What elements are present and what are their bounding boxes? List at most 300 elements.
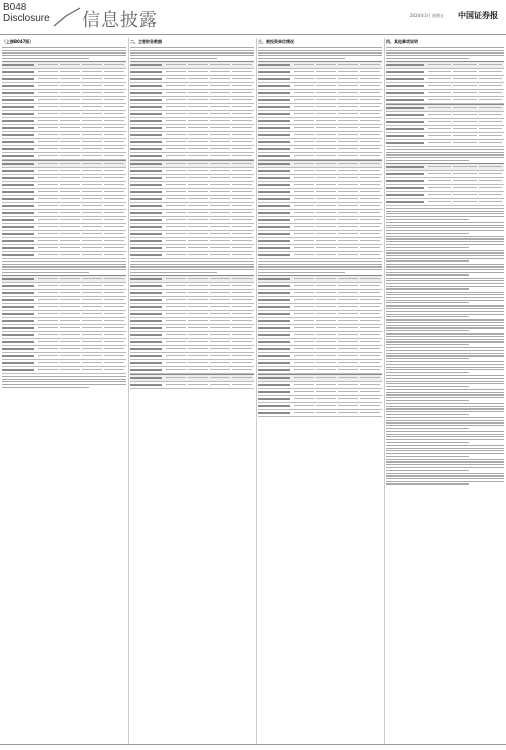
table-row bbox=[2, 353, 126, 360]
table-cell-value bbox=[60, 247, 80, 248]
table-cell-value bbox=[428, 92, 451, 93]
table-cell-label bbox=[2, 64, 34, 65]
text-line bbox=[2, 261, 126, 262]
table-cell-value bbox=[188, 233, 208, 234]
table-cell-value bbox=[360, 155, 380, 156]
table-cell-value bbox=[188, 254, 208, 255]
table-row bbox=[2, 125, 126, 132]
table-cell-value bbox=[232, 212, 252, 213]
table-cell-value bbox=[104, 198, 124, 199]
table-cell-value bbox=[104, 134, 124, 135]
column-title: 四、其他事项说明 bbox=[386, 39, 418, 44]
table-cell-value bbox=[316, 64, 336, 65]
table-row bbox=[130, 238, 254, 245]
table-cell-value bbox=[232, 78, 252, 79]
table-row bbox=[258, 304, 382, 311]
table-cell-value bbox=[338, 163, 358, 164]
table-cell-value bbox=[188, 177, 208, 178]
table-cell-value bbox=[60, 92, 80, 93]
table-cell-value bbox=[166, 177, 186, 178]
table-cell-value bbox=[428, 180, 451, 181]
table-cell-value bbox=[453, 173, 476, 174]
text-line bbox=[386, 149, 504, 150]
table-cell-value bbox=[166, 92, 186, 93]
table-cell-value bbox=[188, 92, 208, 93]
table-cell-value bbox=[316, 362, 336, 363]
table-cell-value bbox=[316, 71, 336, 72]
table-cell-value bbox=[360, 92, 380, 93]
text-line bbox=[2, 269, 126, 270]
table-cell-value bbox=[479, 99, 502, 100]
table-cell-value bbox=[232, 247, 252, 248]
text-line bbox=[386, 236, 504, 237]
table-cell-value bbox=[104, 369, 124, 370]
text-line bbox=[386, 58, 469, 59]
table-cell-label bbox=[130, 313, 162, 314]
table-cell-value bbox=[38, 292, 58, 293]
table-cell-value bbox=[294, 334, 314, 335]
table-cell-value bbox=[316, 127, 336, 128]
table-cell-label bbox=[258, 198, 290, 199]
table-row bbox=[130, 132, 254, 139]
table-cell-value bbox=[338, 240, 358, 241]
table-cell-value bbox=[294, 85, 314, 86]
table-cell-value bbox=[82, 313, 102, 314]
text-line bbox=[386, 50, 504, 51]
table-cell-value bbox=[166, 348, 186, 349]
table-cell-value bbox=[338, 278, 358, 279]
text-line bbox=[386, 378, 504, 379]
table-cell-value bbox=[338, 85, 358, 86]
table-row bbox=[258, 196, 382, 203]
table-cell-value bbox=[166, 184, 186, 185]
table-cell-value bbox=[104, 278, 124, 279]
table-cell-value bbox=[38, 240, 58, 241]
table-cell-label bbox=[258, 155, 290, 156]
table-cell-label bbox=[258, 391, 290, 392]
table-cell-value bbox=[188, 384, 208, 385]
table-cell-value bbox=[210, 278, 230, 279]
text-paragraph bbox=[386, 431, 504, 443]
table-cell-label bbox=[2, 226, 34, 227]
table-cell-value bbox=[210, 348, 230, 349]
page-code: B048 bbox=[3, 2, 27, 13]
table-cell-value bbox=[360, 313, 380, 314]
table-cell-value bbox=[232, 278, 252, 279]
table-row bbox=[2, 252, 126, 259]
table-cell-value bbox=[166, 226, 186, 227]
table-cell-label bbox=[130, 299, 162, 300]
table-cell-value bbox=[210, 292, 230, 293]
table-cell-value bbox=[210, 148, 230, 149]
table-cell-value bbox=[294, 278, 314, 279]
table-cell-value bbox=[82, 369, 102, 370]
table-cell-value bbox=[38, 155, 58, 156]
table-cell-label bbox=[258, 327, 290, 328]
table-cell-label bbox=[2, 334, 34, 335]
table-cell-label bbox=[130, 233, 162, 234]
text-line bbox=[386, 367, 504, 368]
table-cell-value bbox=[38, 177, 58, 178]
table-cell-value bbox=[82, 184, 102, 185]
table-cell-value bbox=[210, 226, 230, 227]
table-cell-label bbox=[130, 78, 162, 79]
table-cell-value bbox=[188, 191, 208, 192]
text-line bbox=[386, 274, 469, 275]
table-cell-value bbox=[338, 92, 358, 93]
table-cell-value bbox=[294, 391, 314, 392]
table-cell-value bbox=[294, 292, 314, 293]
table-cell-value bbox=[104, 219, 124, 220]
table-cell-value bbox=[232, 240, 252, 241]
text-line bbox=[386, 336, 504, 337]
table-cell-label bbox=[258, 320, 290, 321]
table-cell-value bbox=[232, 219, 252, 220]
table-cell-value bbox=[316, 78, 336, 79]
table-row bbox=[258, 396, 382, 403]
table-cell-value bbox=[60, 285, 80, 286]
table-cell-value bbox=[60, 155, 80, 156]
table-cell-value bbox=[232, 127, 252, 128]
table-cell-value bbox=[360, 106, 380, 107]
table-cell-label bbox=[2, 369, 34, 370]
table-cell-value bbox=[38, 106, 58, 107]
table-cell-value bbox=[210, 170, 230, 171]
table-cell-value bbox=[453, 121, 476, 122]
table-cell-label bbox=[130, 177, 162, 178]
table-cell-value bbox=[188, 113, 208, 114]
table-cell-value bbox=[82, 240, 102, 241]
text-paragraph bbox=[386, 47, 504, 59]
text-paragraph bbox=[386, 403, 504, 415]
table-cell-value bbox=[166, 384, 186, 385]
table-cell-value bbox=[294, 341, 314, 342]
table-cell-value bbox=[188, 369, 208, 370]
table-cell-value bbox=[82, 348, 102, 349]
table-cell-value bbox=[82, 141, 102, 142]
table-cell-value bbox=[232, 170, 252, 171]
table-cell-value bbox=[104, 320, 124, 321]
table-cell-label bbox=[130, 355, 162, 356]
text-line bbox=[386, 408, 504, 409]
table-cell-label bbox=[258, 141, 290, 142]
table-cell-value bbox=[104, 163, 124, 164]
table-row bbox=[2, 97, 126, 104]
table-cell-value bbox=[166, 299, 186, 300]
text-line bbox=[386, 325, 504, 326]
table-cell-value bbox=[60, 170, 80, 171]
table-cell-value bbox=[60, 306, 80, 307]
text-line bbox=[386, 333, 504, 334]
table-cell-value bbox=[453, 201, 476, 202]
table-cell-value bbox=[294, 377, 314, 378]
table-cell-value bbox=[479, 78, 502, 79]
table-cell-label bbox=[130, 99, 162, 100]
table-cell-value bbox=[428, 173, 451, 174]
table-cell-value bbox=[60, 299, 80, 300]
text-line bbox=[386, 453, 504, 454]
table-cell-value bbox=[428, 78, 451, 79]
table-cell-value bbox=[316, 391, 336, 392]
table-cell-value bbox=[316, 278, 336, 279]
table-cell-value bbox=[60, 78, 80, 79]
table-cell-value bbox=[60, 212, 80, 213]
table-cell-value bbox=[188, 226, 208, 227]
table-cell-value bbox=[232, 306, 252, 307]
table-cell-value bbox=[338, 355, 358, 356]
table-cell-value bbox=[479, 128, 502, 129]
table-cell-value bbox=[104, 362, 124, 363]
table-cell-value bbox=[38, 78, 58, 79]
table-cell-value bbox=[338, 184, 358, 185]
table-cell-value bbox=[232, 377, 252, 378]
table-cell-value bbox=[316, 341, 336, 342]
table-row bbox=[386, 199, 504, 206]
table-cell-label bbox=[386, 114, 424, 115]
table-row bbox=[130, 90, 254, 97]
table-cell-value bbox=[60, 278, 80, 279]
table-cell-value bbox=[104, 141, 124, 142]
table-cell-label bbox=[258, 85, 290, 86]
table-row bbox=[258, 389, 382, 396]
table-cell-value bbox=[338, 391, 358, 392]
table-cell-value bbox=[232, 320, 252, 321]
table-row bbox=[2, 118, 126, 125]
table-cell-value bbox=[82, 106, 102, 107]
table-cell-label bbox=[2, 299, 34, 300]
text-line bbox=[386, 386, 469, 387]
text-line bbox=[386, 422, 504, 423]
table-row bbox=[130, 318, 254, 325]
table-cell-value bbox=[479, 71, 502, 72]
table-cell-value bbox=[188, 355, 208, 356]
table-row bbox=[258, 374, 382, 382]
table-cell-label bbox=[2, 99, 34, 100]
table-cell-label bbox=[2, 306, 34, 307]
table-cell-value bbox=[479, 201, 502, 202]
table-row bbox=[258, 367, 382, 374]
table-cell-label bbox=[2, 292, 34, 293]
table-row bbox=[258, 111, 382, 118]
table-row bbox=[258, 332, 382, 339]
table-row bbox=[130, 69, 254, 76]
table-cell-value bbox=[104, 113, 124, 114]
table-cell-value bbox=[210, 320, 230, 321]
table-cell-value bbox=[338, 120, 358, 121]
table-cell-value bbox=[294, 405, 314, 406]
text-line bbox=[258, 58, 345, 59]
table-cell-value bbox=[338, 362, 358, 363]
text-line bbox=[386, 244, 504, 245]
text-line bbox=[386, 52, 504, 53]
table-cell-value bbox=[188, 278, 208, 279]
table-cell-value bbox=[38, 341, 58, 342]
table-cell-value bbox=[210, 134, 230, 135]
table-cell-value bbox=[166, 341, 186, 342]
table-cell-value bbox=[428, 85, 451, 86]
table-cell-value bbox=[479, 64, 502, 65]
table-cell-value bbox=[82, 334, 102, 335]
text-line bbox=[386, 414, 469, 415]
text-line bbox=[386, 213, 504, 214]
text-line bbox=[386, 347, 504, 348]
table-row bbox=[258, 231, 382, 238]
text-paragraph bbox=[386, 333, 504, 345]
table-cell-value bbox=[316, 134, 336, 135]
table-cell-value bbox=[338, 198, 358, 199]
table-cell-label bbox=[258, 219, 290, 220]
table-cell-value bbox=[166, 219, 186, 220]
table-row bbox=[130, 339, 254, 346]
table-cell-value bbox=[210, 163, 230, 164]
table-cell-value bbox=[338, 78, 358, 79]
table-cell-label bbox=[2, 127, 34, 128]
table-cell-value bbox=[232, 226, 252, 227]
text-line bbox=[2, 47, 126, 48]
table-cell-label bbox=[130, 141, 162, 142]
table-cell-value bbox=[188, 64, 208, 65]
table-cell-value bbox=[360, 170, 380, 171]
table-cell-value bbox=[210, 120, 230, 121]
text-line bbox=[258, 52, 382, 53]
table-cell-value bbox=[294, 134, 314, 135]
table-cell-label bbox=[2, 170, 34, 171]
table-cell-value bbox=[453, 85, 476, 86]
text-line bbox=[386, 467, 504, 468]
text-line bbox=[386, 344, 469, 345]
table-cell-value bbox=[188, 377, 208, 378]
text-line bbox=[2, 58, 89, 59]
table-cell-value bbox=[316, 240, 336, 241]
table-cell-value bbox=[60, 120, 80, 121]
table-cell-value bbox=[360, 163, 380, 164]
table-cell-value bbox=[210, 205, 230, 206]
table-cell-value bbox=[479, 85, 502, 86]
table-cell-value bbox=[82, 292, 102, 293]
paper-name: 中国证券报 bbox=[458, 10, 498, 20]
table-cell-label bbox=[2, 113, 34, 114]
table-cell-value bbox=[166, 198, 186, 199]
text-paragraph bbox=[386, 264, 504, 276]
table-row bbox=[130, 168, 254, 175]
text-line bbox=[386, 208, 504, 209]
table-cell-label bbox=[258, 355, 290, 356]
table-cell-value bbox=[360, 377, 380, 378]
table-cell-value bbox=[316, 205, 336, 206]
table-cell-value bbox=[232, 334, 252, 335]
table-cell-value bbox=[294, 141, 314, 142]
table-cell-value bbox=[338, 219, 358, 220]
table-cell-value bbox=[166, 306, 186, 307]
text-paragraph bbox=[2, 376, 126, 388]
table-cell-value bbox=[428, 114, 451, 115]
table-cell-value bbox=[166, 106, 186, 107]
table-row bbox=[2, 189, 126, 196]
table-cell-value bbox=[188, 127, 208, 128]
table-cell-value bbox=[210, 106, 230, 107]
table-cell-value bbox=[104, 292, 124, 293]
table-cell-value bbox=[360, 85, 380, 86]
table-cell-value bbox=[104, 341, 124, 342]
text-line bbox=[130, 266, 254, 267]
text-line bbox=[386, 392, 504, 393]
text-line bbox=[386, 459, 504, 460]
table-cell-value bbox=[104, 247, 124, 248]
table-cell-value bbox=[104, 127, 124, 128]
text-line bbox=[130, 55, 254, 56]
table-row bbox=[2, 76, 126, 83]
table-cell-value bbox=[316, 320, 336, 321]
table-cell-value bbox=[316, 106, 336, 107]
text-line bbox=[386, 475, 504, 476]
table-cell-value bbox=[188, 148, 208, 149]
table-cell-value bbox=[38, 120, 58, 121]
table-cell-value bbox=[166, 141, 186, 142]
table-row bbox=[130, 61, 254, 69]
table-cell-label bbox=[2, 320, 34, 321]
table-row bbox=[2, 332, 126, 339]
table-cell-label bbox=[258, 226, 290, 227]
table-cell-value bbox=[294, 177, 314, 178]
table-cell-value bbox=[38, 85, 58, 86]
column-divider bbox=[256, 38, 257, 744]
text-line bbox=[386, 431, 504, 432]
table-cell-value bbox=[294, 327, 314, 328]
text-line bbox=[386, 442, 469, 443]
text-paragraph bbox=[386, 361, 504, 373]
table-row bbox=[130, 283, 254, 290]
table-cell-value bbox=[188, 306, 208, 307]
table-cell-value bbox=[166, 212, 186, 213]
table-cell-value bbox=[188, 120, 208, 121]
table-cell-value bbox=[82, 99, 102, 100]
text-paragraph bbox=[386, 319, 504, 331]
table-cell-value bbox=[294, 64, 314, 65]
text-paragraph bbox=[386, 250, 504, 262]
table-cell-label bbox=[258, 412, 290, 413]
table-cell-value bbox=[104, 226, 124, 227]
table-row bbox=[130, 111, 254, 118]
table-cell-label bbox=[130, 327, 162, 328]
table-cell-value bbox=[38, 247, 58, 248]
table-cell-value bbox=[166, 127, 186, 128]
table-cell-value bbox=[294, 184, 314, 185]
table-cell-value bbox=[360, 355, 380, 356]
table-cell-value bbox=[188, 155, 208, 156]
table-cell-value bbox=[479, 194, 502, 195]
table-cell-value bbox=[82, 64, 102, 65]
table-cell-value bbox=[232, 313, 252, 314]
table-cell-value bbox=[38, 226, 58, 227]
section-zh: 信息披露 bbox=[82, 10, 158, 31]
table-cell-value bbox=[188, 141, 208, 142]
table-cell-label bbox=[2, 247, 34, 248]
table-cell-value bbox=[316, 292, 336, 293]
text-line bbox=[258, 47, 382, 48]
table-cell-value bbox=[166, 99, 186, 100]
table-cell-value bbox=[82, 247, 102, 248]
table-cell-value bbox=[316, 348, 336, 349]
table-cell-value bbox=[294, 254, 314, 255]
table-cell-value bbox=[82, 341, 102, 342]
text-line bbox=[386, 300, 504, 301]
table-cell-value bbox=[338, 134, 358, 135]
text-line bbox=[386, 420, 504, 421]
text-line bbox=[386, 330, 469, 331]
table-cell-value bbox=[232, 184, 252, 185]
table-cell-value bbox=[232, 384, 252, 385]
table-row bbox=[258, 346, 382, 353]
